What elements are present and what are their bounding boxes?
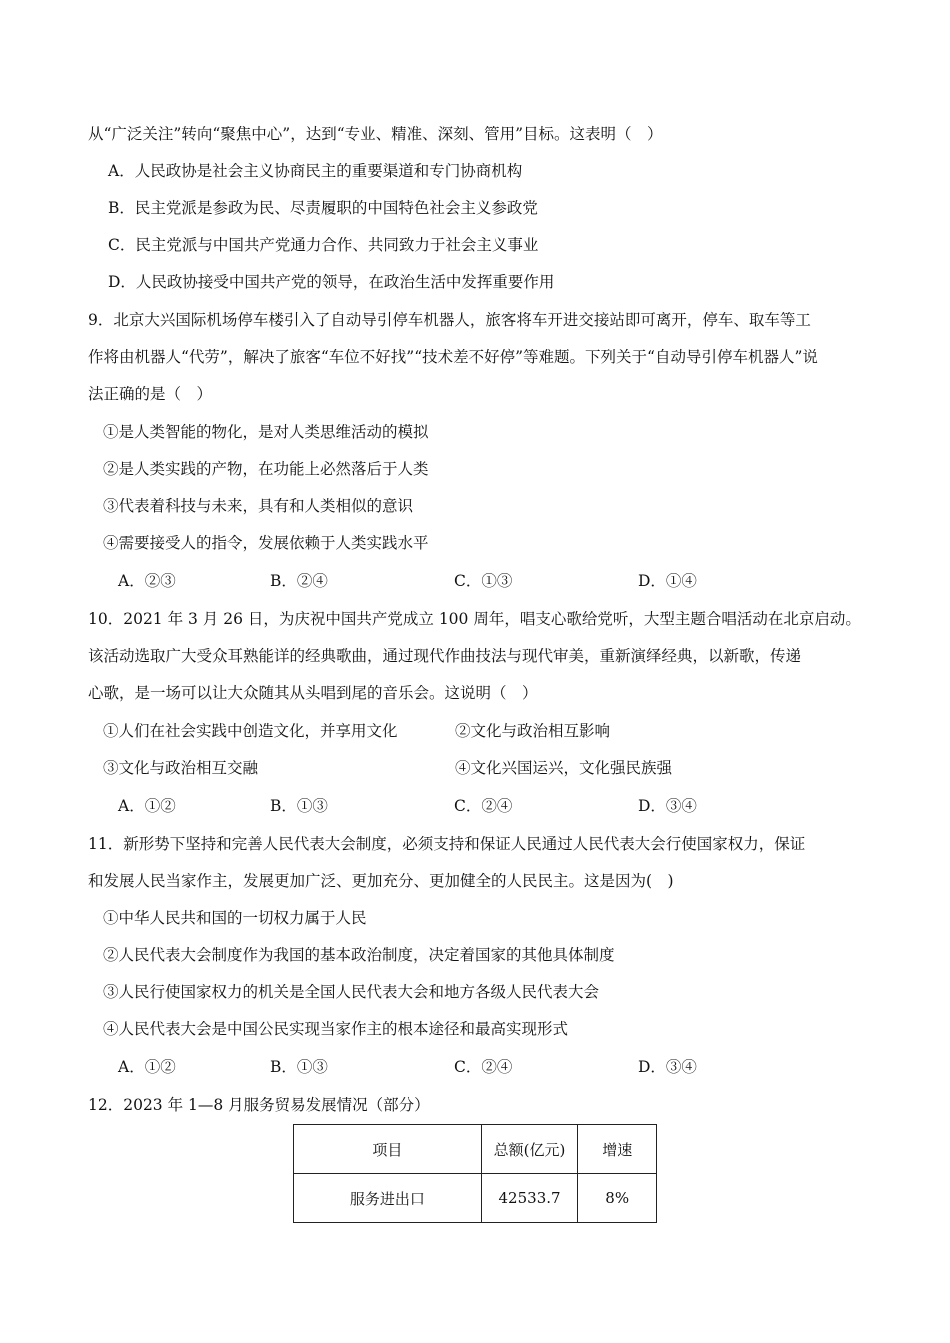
q8-option-a: A．人民政协是社会主义协商民主的重要渠道和专门协商机构 bbox=[108, 162, 523, 180]
table-header-row bbox=[294, 1125, 657, 1174]
q9-stem-line-1: 9．北京大兴国际机场停车楼引入了自动导引停车机器人，旅客将车开进交接站即可离开，停车、取车等工 bbox=[88, 311, 811, 329]
q12-stem: 12．2023 年 1—8 月服务贸易发展情况（部分） bbox=[88, 1096, 430, 1114]
q8-stem-tail: 从“广泛关注”转向“聚焦中心”，达到“专业、精准、深刻、管用”目标。这表明（ ） bbox=[88, 125, 663, 143]
q11-stem-line-1: 11．新形势下坚持和完善人民代表大会制度，必须支持和保证人民通过人民代表大会行使国家权力，保证 bbox=[88, 835, 806, 853]
q10-statement-2: ②文化与政治相互影响 bbox=[455, 722, 611, 740]
q9-choice-d: D．①④ bbox=[638, 572, 697, 590]
q10-stem-line-1: 10．2021 年 3 月 26 日，为庆祝中国共产党成立 100 周年，唱支心歌给党听，大型主题合唱活动在北京启动。 bbox=[88, 610, 861, 628]
table-row bbox=[294, 1174, 657, 1223]
q9-statement-1: ①是人类智能的物化，是对人类思维活动的模拟 bbox=[103, 423, 429, 441]
q9-statement-2: ②是人类实践的产物，在功能上必然落后于人类 bbox=[103, 460, 429, 478]
q10-statement-3: ③文化与政治相互交融 bbox=[103, 759, 259, 777]
q9-choice-b: B．②④ bbox=[270, 572, 328, 590]
q11-stem-line-2: 和发展人民当家作主，发展更加广泛、更加充分、更加健全的人民民主。这是因为( ) bbox=[88, 872, 674, 890]
q8-option-d: D．人民政协接受中国共产党的领导，在政治生活中发挥重要作用 bbox=[108, 273, 555, 291]
table-cell: 42533.7 bbox=[481, 1174, 578, 1223]
q9-choice-c: C．①③ bbox=[454, 572, 513, 590]
service-trade-table bbox=[293, 1124, 657, 1223]
table-cell: 8% bbox=[578, 1174, 657, 1223]
q10-choice-a: A．①② bbox=[118, 797, 176, 815]
table-header-cell: 项目 bbox=[294, 1125, 482, 1174]
q9-statement-4: ④需要接受人的指令，发展依赖于人类实践水平 bbox=[103, 534, 429, 552]
q10-choice-c: C．②④ bbox=[454, 797, 513, 815]
q11-choice-a: A．①② bbox=[118, 1058, 176, 1076]
q10-choice-b: B．①③ bbox=[270, 797, 328, 815]
q10-statement-1: ①人们在社会实践中创造文化，并享用文化 bbox=[103, 722, 398, 740]
q8-option-c: C．民主党派与中国共产党通力合作、共同致力于社会主义事业 bbox=[108, 236, 539, 254]
table-header-cell: 增速 bbox=[578, 1125, 657, 1174]
q8-option-b: B．民主党派是参政为民、尽责履职的中国特色社会主义参政党 bbox=[108, 199, 538, 217]
q9-stem-line-2: 作将由机器人“代劳”，解决了旅客“车位不好找”“技术差不好停”等难题。下列关于“自动导引停车机器人”说 bbox=[88, 348, 818, 366]
table-header-cell: 总额(亿元) bbox=[481, 1125, 578, 1174]
q10-choice-d: D．③④ bbox=[638, 797, 697, 815]
q11-statement-3: ③人民行使国家权力的机关是全国人民代表大会和地方各级人民代表大会 bbox=[103, 983, 600, 1001]
table-cell: 服务进出口 bbox=[294, 1174, 482, 1223]
q11-choice-c: C．②④ bbox=[454, 1058, 513, 1076]
q11-choice-d: D．③④ bbox=[638, 1058, 697, 1076]
q10-stem-line-3: 心歌，是一场可以让大众随其从头唱到尾的音乐会。这说明（ ） bbox=[88, 684, 538, 702]
q10-stem-line-2: 该活动选取广大受众耳熟能详的经典歌曲，通过现代作曲技法与现代审美，重新演绎经典，以新歌，传递 bbox=[88, 647, 802, 665]
q11-statement-2: ②人民代表大会制度作为我国的基本政治制度，决定着国家的其他具体制度 bbox=[103, 946, 615, 964]
q11-statement-1: ①中华人民共和国的一切权力属于人民 bbox=[103, 909, 367, 927]
q10-statement-4: ④文化兴国运兴，文化强民族强 bbox=[455, 759, 673, 777]
q11-statement-4: ④人民代表大会是中国公民实现当家作主的根本途径和最高实现形式 bbox=[103, 1020, 569, 1038]
q9-statement-3: ③代表着科技与未来，具有和人类相似的意识 bbox=[103, 497, 414, 515]
q9-stem-line-3: 法正确的是（ ） bbox=[88, 385, 213, 403]
q9-choice-a: A．②③ bbox=[118, 572, 176, 590]
q11-choice-b: B．①③ bbox=[270, 1058, 328, 1076]
